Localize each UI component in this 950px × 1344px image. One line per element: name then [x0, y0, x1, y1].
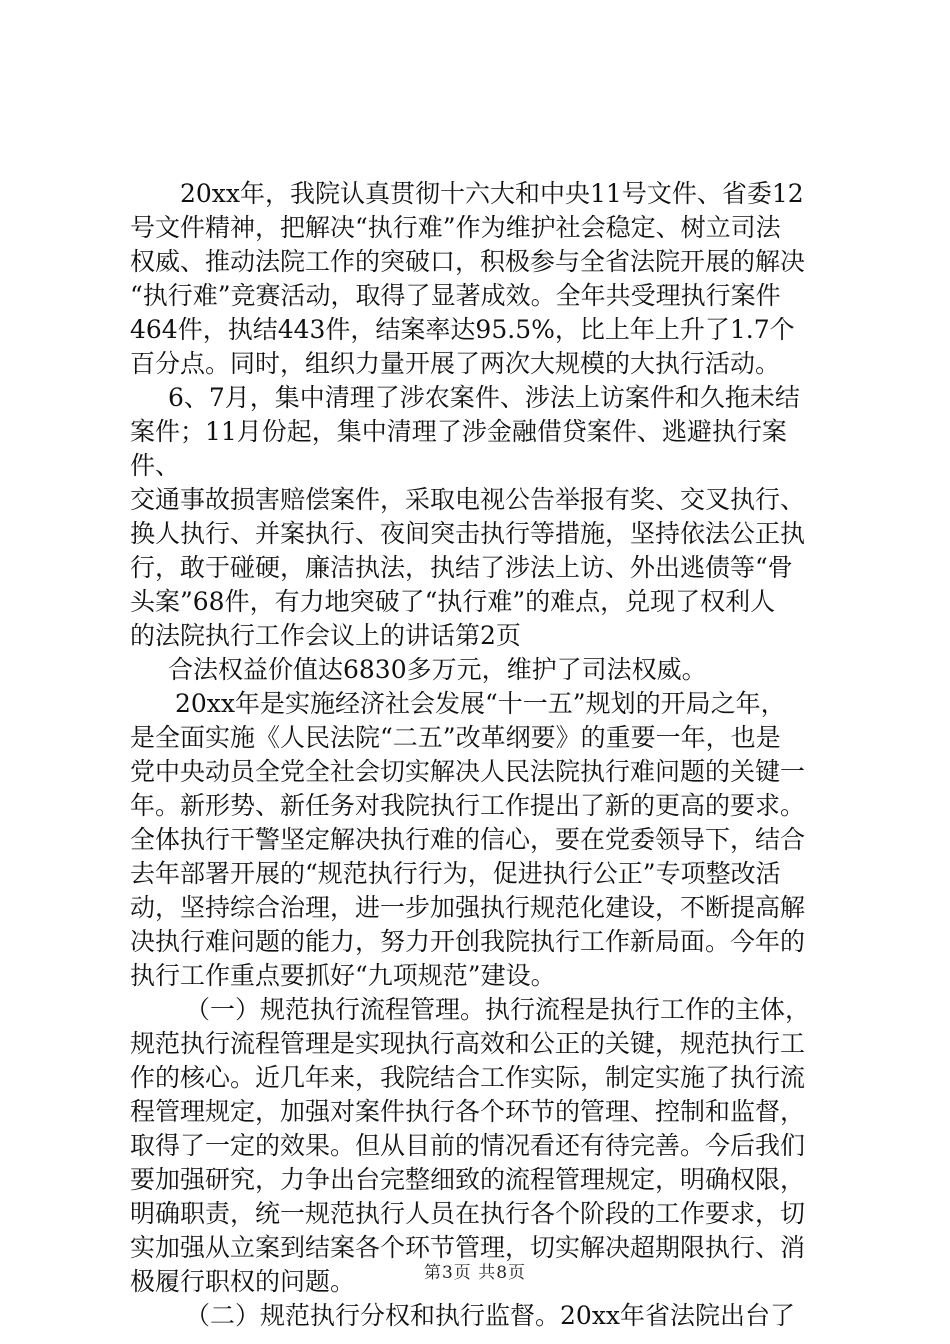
paragraph-2006-outlook: 20xx年是实施经济社会发展“十一五”规划的开局之年， 是全面实施《人民法院“二五”改革纲要》的重要一年，也是 党中央动员全党全社会切实解决人民法院执行难问题的关键一 年。新形势、新任务对我院执行工作提出了新的更高的要求。 全体执行干警坚定解决执行难的信心，要在党委领导下，结合 去年部署开展的“规范执行行为，促进执行公正”专项整改活 动，坚持综合治理，进一步加强执行规范化建设，不断提高解 决执行难问题的能力，努力开创我院执行工作新局面。今年的 执行工作重点要抓好“九项规范”建设。 [130, 689, 806, 990]
paragraph-rights-value: 合法权益价值达6830多万元，维护了司法权威。 [168, 655, 707, 684]
document-body [130, 177, 830, 1333]
paragraph-special-cleanup: 6、7月，集中清理了涉农案件、涉法上访案件和久拖未结 案件；11月份起，集中清理了涉金融借贷案件、逃避执行案件、 交通事故损害赔偿案件，采取电视公告举报有奖、交叉执行、 换人执行、并案执行、夜间突击执行等措施，坚持依法公正执 行，敢于碰硬，廉洁执法，执结了涉法上访、外出逃债等“骨 头案”68件，有力地突破了“执行难”的难点，兑现了权利人 的法院执行工作会议上的讲话第2页 [130, 383, 806, 650]
paragraph-summary-2005: 20xx年，我院认真贯彻十六大和中央11号文件、省委12 号文件精神，把解决“执行难”作为维护社会稳定、树立司法 权威、推动法院工作的突破口，积极参与全省法院开展的解决 “执行难”竞赛活动，取得了显著成效。全年共受理执行案件 464件，执结443件，结案率达95.5%，比上年上升了1.7个 百分点。同时，组织力量开展了两次大规模的大执行活动。 [130, 179, 806, 378]
paragraph-power-division: （二）规范执行分权和执行监督。20xx年省法院出台了 [185, 1301, 796, 1330]
paragraph-process-management: （一）规范执行流程管理。执行流程是执行工作的主体， 规范执行流程管理是实现执行高效和公正的关键，规范执行工 作的核心。近几年来，我院结合工作实际，制定实施了执行流 程管理规定，加强对案件执行各个环节的管理、控制和监督， 取得了一定的效果。但从目前的情况看还有待完善。今后我们 要加强研究，力争出台完整细致的流程管理规定，明确权限， 明确职责，统一规范执行人员在执行各个阶段的工作要求，切 实加强从立案到结案各个环节管理，切实解决超期限执行、消 极履行职权的问题。 [130, 995, 811, 1296]
page-number: 第3页 共8页 [423, 1263, 527, 1283]
